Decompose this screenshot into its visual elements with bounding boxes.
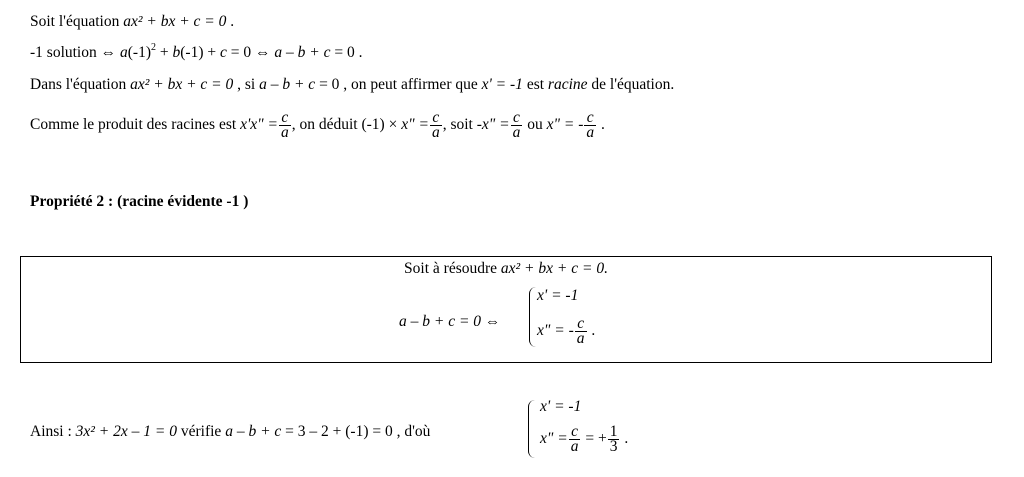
box-system-root2 [537, 317, 595, 346]
condition-expression: a – b + c [225, 423, 282, 440]
text: . [226, 13, 235, 30]
solution-condition-line [30, 44, 362, 64]
text: , soit - [442, 116, 482, 134]
text: + [156, 44, 173, 61]
denominator: a [586, 124, 595, 141]
text: de l'équation. [587, 76, 675, 93]
denominator: a [280, 124, 289, 141]
text: = 3 – 2 + (-1) = 0 , d'où [281, 423, 431, 440]
numerator: 1 [609, 423, 618, 440]
denominator: a [576, 330, 585, 347]
quadratic-equation: ax² + bx + c = 0 [123, 13, 227, 30]
denominator: a [431, 124, 440, 141]
numerator: c [569, 425, 581, 440]
numerator: c [430, 111, 442, 126]
x-second-expression: x" = [540, 430, 568, 448]
example-system-brace [528, 400, 537, 458]
text: = 0 ⇔ [226, 44, 275, 61]
numerator: c [575, 317, 587, 332]
product-of-roots-line [30, 111, 605, 140]
fraction-c-over-a [569, 425, 581, 454]
text: = + [581, 430, 607, 448]
text: ou [523, 116, 547, 134]
denominator: a [512, 124, 521, 141]
x-second-expression: x" = - [537, 322, 574, 340]
text: Ainsi : [30, 423, 76, 440]
numerator: c [584, 111, 596, 126]
exponent: 2 [151, 42, 156, 53]
condition-expression: a – b + c [259, 76, 316, 93]
x-second-expression: x" = [481, 116, 510, 134]
box-condition: a – b + c = 0 ⇔ [399, 313, 501, 330]
denominator: 3 [609, 438, 618, 455]
text: Soit à résoudre [404, 260, 501, 277]
example-equation: 3x² + 2x – 1 = 0 [75, 423, 177, 440]
text: est [522, 76, 548, 93]
text: . [620, 430, 629, 448]
text: . [587, 322, 596, 340]
property-heading: Propriété 2 : (racine évidente -1 ) [30, 193, 249, 210]
fraction-one-third [608, 425, 620, 454]
text: Dans l'équation [30, 76, 131, 93]
example-line [30, 423, 430, 441]
property-box [20, 256, 992, 363]
numerator: c [279, 111, 291, 126]
quadratic-equation: ax² + bx + c = 0 [130, 76, 234, 93]
text: , si [233, 76, 260, 93]
condition-expression: a – b + c [274, 44, 331, 61]
text: (-1) [127, 44, 151, 61]
text: = 0 . [330, 44, 363, 61]
text: (-1) + [180, 44, 220, 61]
root-value: x' = -1 [481, 76, 523, 93]
example-root2 [540, 425, 628, 454]
fraction-c-over-a [511, 111, 523, 140]
text: , on déduit (-1) × [291, 116, 402, 134]
coef-b: b [172, 44, 181, 61]
text: = 0 , on peut affirmer que [315, 76, 482, 93]
box-system-root1: x' = -1 [537, 287, 579, 304]
x-second-expression: x" = [401, 116, 429, 134]
numerator: c [511, 111, 523, 126]
text: vérifie [176, 423, 226, 440]
box-intro-line [21, 260, 991, 278]
text: Comme le produit des racines est [30, 116, 241, 134]
denominator: a [570, 438, 579, 455]
equation-intro-line [30, 13, 234, 31]
quadratic-equation: ax² + bx + c = 0. [500, 260, 608, 277]
text: -1 solution ⇔ [30, 44, 120, 61]
fraction-c-over-a [430, 111, 442, 140]
x-second-expression: x" = - [546, 116, 584, 134]
product-expression: x'x" = [240, 116, 278, 134]
fraction-c-over-a [575, 317, 587, 346]
coef-a: a [120, 44, 128, 61]
racine-word: racine [547, 76, 588, 93]
fraction-c-over-a [584, 111, 596, 140]
text: . [597, 116, 605, 134]
example-root1: x' = -1 [540, 398, 582, 415]
fraction-c-over-a [279, 111, 291, 140]
text: Soit l'équation [30, 13, 124, 30]
root-statement-line [30, 76, 674, 94]
coef-c: c [219, 44, 227, 61]
